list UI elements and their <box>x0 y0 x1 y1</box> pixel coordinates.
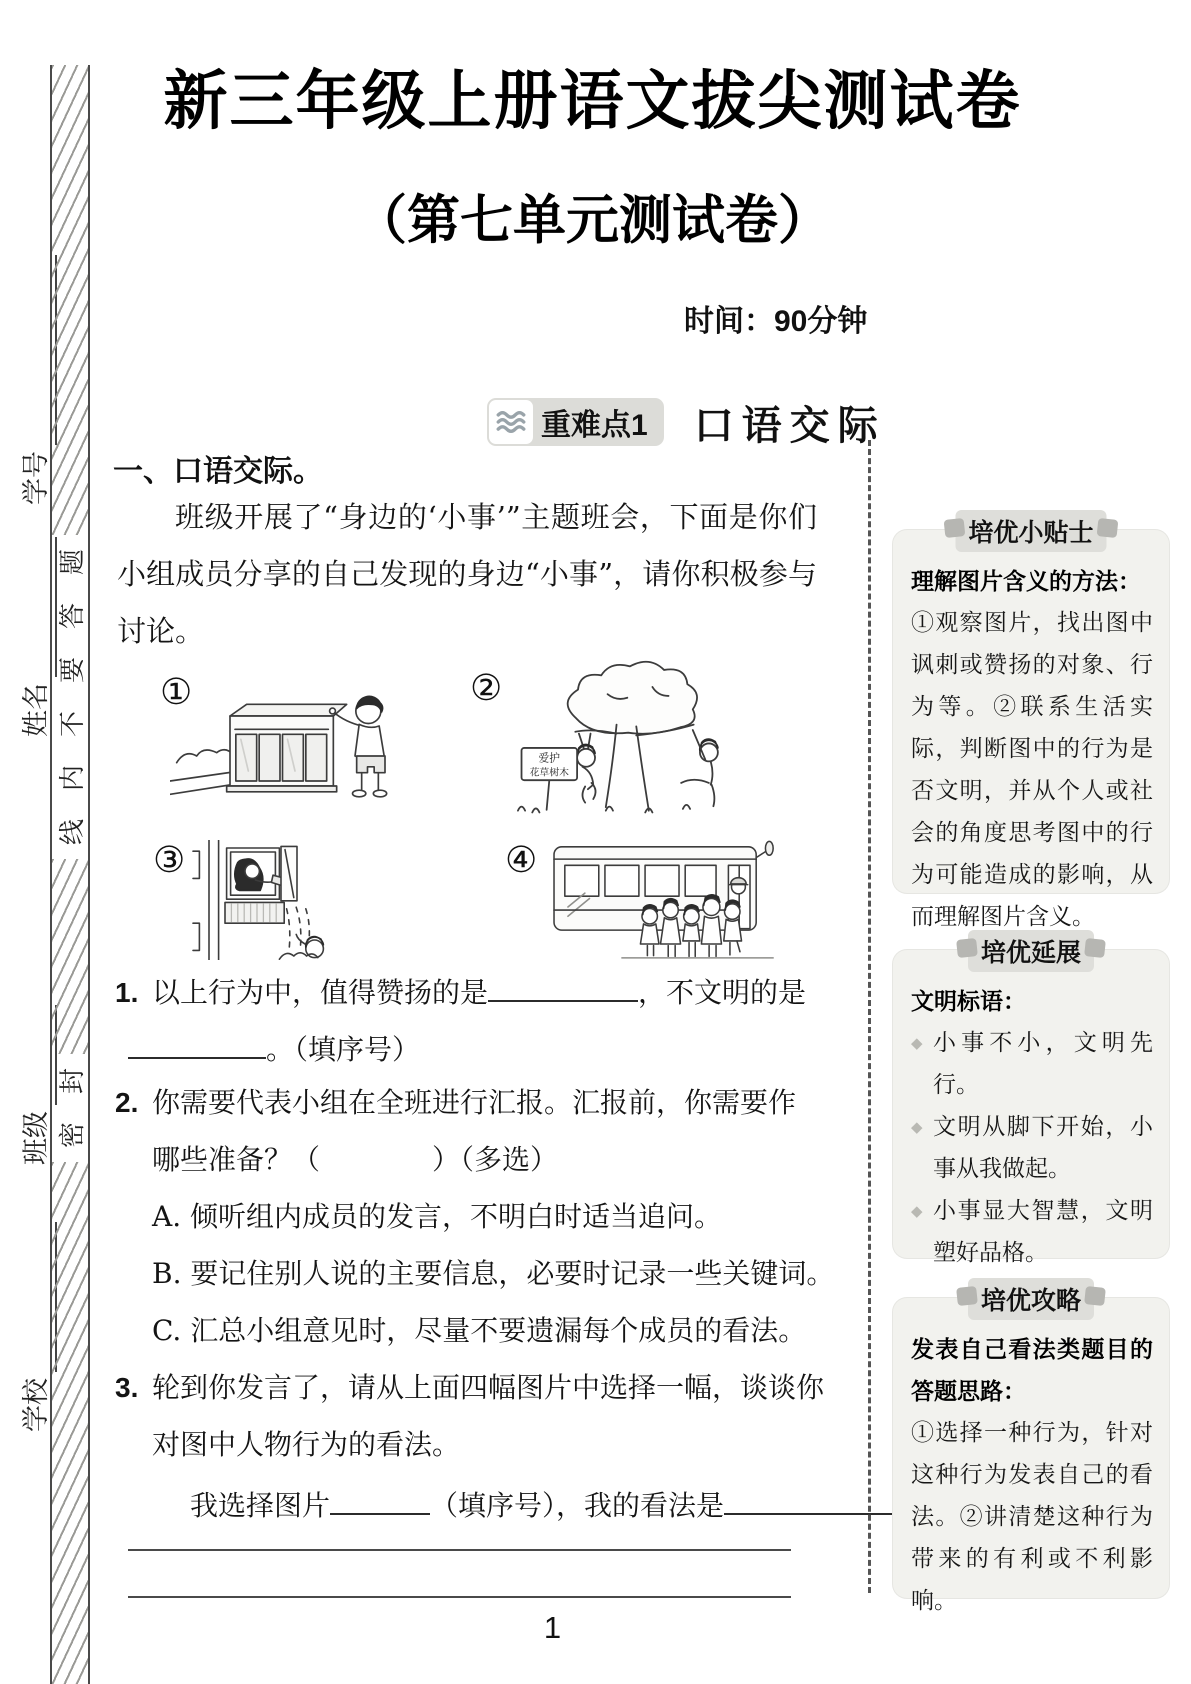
seal-hatching <box>52 65 88 535</box>
illustration-4-number: ④ <box>505 840 538 881</box>
diamond-bullet-icon: ◆ <box>911 1034 923 1052</box>
question-2-line-2 <box>115 1131 858 1188</box>
section-header <box>487 398 886 446</box>
slogan-item <box>911 1106 1153 1190</box>
question-text: 你需要代表小组在全班进行汇报。汇报前，你需要作 <box>152 1086 797 1119</box>
question-text: （填序号），我的看法是 <box>430 1489 725 1522</box>
question-3-line-3 <box>115 1473 896 1534</box>
question-number: 1. <box>115 977 139 1008</box>
time-limit: 时间：90分钟 <box>684 305 868 338</box>
seal-text-char: 线 <box>57 819 88 846</box>
slogan-item <box>911 1190 1153 1274</box>
answer-line <box>128 1549 791 1551</box>
tip-box-body <box>893 1298 1169 1630</box>
paper-subtitle: （第七单元测试卷） <box>354 191 831 250</box>
section-title: 口语交际 <box>693 403 886 448</box>
seal-text-char: 密 <box>57 1122 88 1149</box>
section-badge-label: 重难点1 <box>541 409 648 442</box>
tip-box-body <box>893 530 1169 946</box>
tip-text: ①选择一种行为，针对这种行为发表自己的看法。②讲清楚这种行为带来的有利或不利影响。 <box>911 1420 1153 1614</box>
blank-line <box>128 1017 266 1059</box>
paper-title: 新三年级上册语文拔尖测试卷 <box>163 65 1022 137</box>
question-1-line-2 <box>115 1017 821 1078</box>
answer-line <box>128 1596 791 1598</box>
seal-text-char: 封 <box>57 1068 88 1095</box>
option-c <box>115 1302 858 1359</box>
slogan-text: 文明从脚下开始，小事从我做起。 <box>933 1114 1153 1182</box>
tip-text: ①观察图片，找出图中讽刺或赞扬的对象、行为等。②联系生活实际，判断图中的行为是否文明，并从个人或社会的角度思考图中的行为可能造成的影响，从而理解图片含义。 <box>911 610 1153 930</box>
tip-heading: 发表自己看法类题目的答题思路： <box>911 1336 1153 1404</box>
seal-field-label: 姓名 <box>21 683 52 737</box>
question-text: 。（填序号） <box>266 1033 421 1066</box>
question-3-line-2 <box>115 1416 858 1473</box>
seal-hatching <box>52 859 88 1054</box>
sign-text-line2: 花草树木 <box>529 767 570 779</box>
diamond-bullet-icon: ◆ <box>911 1118 923 1136</box>
seal-line-strip <box>50 65 90 1684</box>
question-3-line-1 <box>115 1359 825 1416</box>
question-text: 轮到你发言了，请从上面四幅图片中选择一幅，谈谈你 <box>152 1371 825 1404</box>
seal-text-char: 不 <box>57 711 88 738</box>
seal-text-group <box>52 535 88 859</box>
tip-heading: 文明标语： <box>911 988 1026 1014</box>
column-divider <box>868 440 871 1593</box>
seal-field-label: 学校 <box>21 1378 52 1432</box>
exercise-intro: 班级开展了“身边的‘小事’”主题班会，下面是你们小组成员分享的自己发现的身边“小事”，请你积极参与讨论。 <box>117 500 817 648</box>
sign-text-line1: 爱护 <box>538 751 561 765</box>
tip-box-tab: 培优小贴士 <box>955 510 1106 552</box>
tip-heading: 理解图片含义的方法： <box>911 568 1141 594</box>
question-text: 以上行为中，值得赞扬的是 <box>152 976 489 1009</box>
question-number: 3. <box>115 1372 139 1403</box>
seal-field-school <box>3 1222 57 1432</box>
option-text: C. 汇总小组意见时，尽量不要遗漏每个成员的看法。 <box>152 1314 807 1347</box>
question-text: 对图中人物行为的看法。 <box>152 1428 461 1461</box>
illustration-1-number: ① <box>160 672 193 713</box>
seal-text-char: 答 <box>57 603 88 630</box>
tip-box-peiyou-gonglue <box>893 1287 1169 1614</box>
option-text: A. 倾听组内成员的发言，不明白时适当追问。 <box>152 1200 723 1233</box>
tip-box-tab: 培优延展 <box>968 930 1094 972</box>
question-2-line-1 <box>115 1074 821 1131</box>
tip-box-body <box>893 950 1169 1282</box>
seal-text-char: 要 <box>57 657 88 684</box>
illustration-2-number: ② <box>470 668 503 709</box>
kids-climbing-tree-illustration <box>500 658 760 828</box>
diamond-bullet-icon: ◆ <box>911 1202 923 1220</box>
option-text: B. 要记住别人说的主要信息，必要时记录一些关键词。 <box>152 1257 835 1290</box>
question-text: 哪些准备？（ ）（多选） <box>152 1143 559 1176</box>
option-b <box>115 1245 858 1302</box>
woman-pouring-water-illustration <box>170 840 400 960</box>
blank-line <box>330 1473 430 1515</box>
option-a <box>115 1188 858 1245</box>
blank-line <box>488 960 638 1002</box>
question-text: 我选择图片 <box>190 1489 331 1522</box>
page-number: 1 <box>543 1610 562 1645</box>
slogan-text: 小事显大智慧，文明塑好品格。 <box>933 1198 1153 1266</box>
seal-field-label: 学号 <box>21 451 52 505</box>
seal-text-char: 内 <box>57 765 88 792</box>
tip-box-peiyou-xiaotieshi <box>893 519 1169 930</box>
question-1-line-1 <box>115 960 821 1021</box>
seal-field-label: 班级 <box>21 1111 52 1165</box>
seal-hatching <box>52 1162 88 1684</box>
question-one-heading: 一、口语交际。 <box>113 455 323 488</box>
boy-closing-notice-board-illustration <box>170 676 420 806</box>
slogan-item <box>911 1022 1153 1106</box>
seal-field-student-id <box>3 255 57 505</box>
illustration-3-number: ③ <box>153 840 186 881</box>
section-badge <box>487 398 664 446</box>
tip-box-peiyou-yanzhan <box>893 939 1169 1266</box>
illustrations-area <box>115 668 820 946</box>
people-queuing-bus-illustration <box>543 836 778 961</box>
question-number: 2. <box>115 1087 139 1118</box>
question-text: ，不文明的是 <box>638 976 807 1009</box>
waves-icon <box>489 400 533 444</box>
seal-text-group <box>52 1054 88 1162</box>
tip-box-tab: 培优攻略 <box>968 1278 1094 1320</box>
slogan-text: 小事不小，文明先行。 <box>933 1030 1153 1098</box>
seal-text-char: 题 <box>57 549 88 576</box>
